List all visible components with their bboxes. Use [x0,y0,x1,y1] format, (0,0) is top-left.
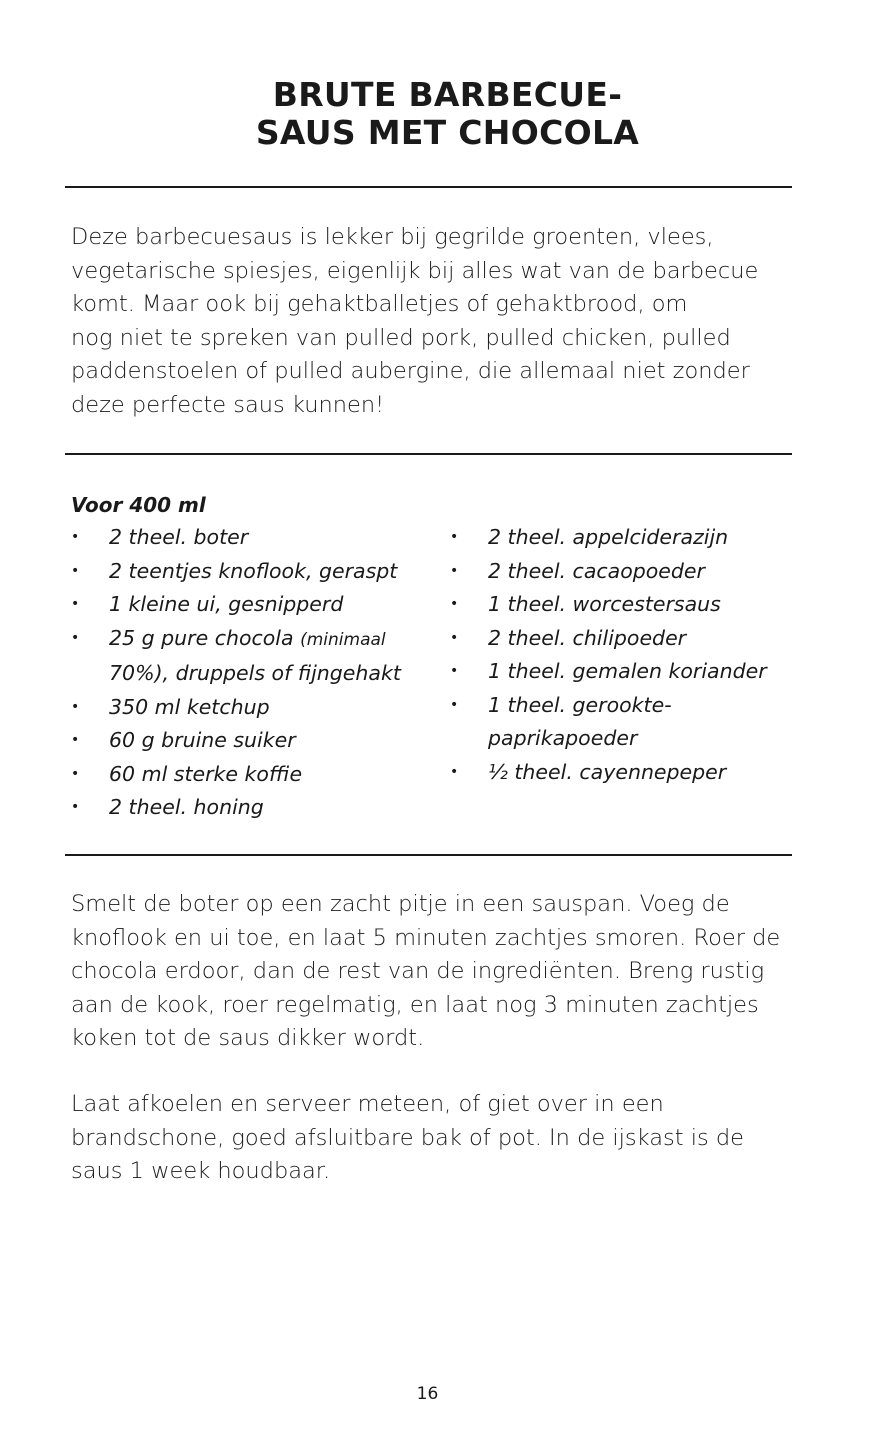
ingredient-text: 25 g pure chocola [109,625,301,650]
method-line: Smelt de boter op een zacht pitje in een sauspan. Voeg de [71,891,730,917]
ingredient-text: 2 theel. chilipoeder [488,625,687,650]
ingredient-list-left [71,521,401,825]
intro-paragraph [71,221,791,422]
divider-top [65,186,792,188]
divider-ingredients-bottom [65,854,792,856]
bullet: • [450,696,459,713]
bullet: • [71,799,80,815]
bullet: • [71,732,80,748]
bullet: • [450,562,459,579]
bullet: • [450,663,459,679]
ingredient-item [71,555,401,589]
ingredient-text: paprikapoeder [488,726,638,750]
intro-line: vegetarische spiesjes, eigenlijk bij alles wat van de barbecue [71,257,759,284]
divider-ingredients-top [65,453,792,455]
ingredient-item [71,691,401,725]
intro-line: komt. Maar ook bij gehaktballetjes of gehaktbrood, om [71,291,688,317]
ingredient-item [71,622,401,658]
ingredient-item [71,724,401,758]
ingredient-text: 60 g bruine suiker [109,728,296,752]
intro-line: nog niet te spreken van pulled pork, pulled chicken, pulled [71,324,731,351]
recipe-title [0,76,895,152]
ingredient-item [71,588,401,622]
method-line: aan de kook, roer regelmatig, en laat nog 3 minuten zachtjes [71,991,759,1018]
bullet: • [450,529,459,545]
ingredient-text: 2 teentjes knoflook, geraspt [109,558,398,583]
yield-label: Voor 400 ml [71,493,206,517]
method-line: saus 1 week houdbaar. [71,1158,331,1184]
ingredient-text: 350 ml ketchup [109,694,270,719]
ingredient-text: 1 theel. worcestersaus [488,592,721,616]
ingredient-note: (minimaal [300,629,386,650]
bullet: • [71,765,80,782]
page-number: 16 [416,1384,439,1404]
ingredient-text: 70%), druppels of fijngehakt [109,661,401,685]
title-line-2: SAUS MET CHOCOLA [255,113,640,152]
bullet: • [71,629,80,646]
method-paragraph-1 [71,888,791,1056]
intro-line: paddenstoelen of pulled aubergine, die allemaal niet zonder [71,358,750,384]
ingredient-text: 1 theel. gemalen koriander [488,659,767,683]
ingredient-item [450,756,767,790]
bullet: • [450,629,459,646]
ingredient-text: 2 theel. appelciderazijn [488,525,729,549]
ingredient-item [450,655,767,689]
bullet: • [450,596,459,612]
ingredient-item [71,521,401,555]
ingredient-text: 2 theel. cacaopoeder [488,558,705,583]
method-paragraph-2 [71,1088,791,1189]
bullet: • [71,562,80,579]
ingredient-item [71,791,401,825]
ingredient-text: 1 kleine ui, gesnipperd [109,592,344,616]
ingredient-item [450,588,767,622]
ingredient-list-right [450,521,767,789]
ingredient-item [450,555,767,589]
method-line: knoflook en ui toe, en laat 5 minuten zachtjes smoren. Roer de [71,924,781,951]
intro-line: deze perfecte saus kunnen! [71,391,385,418]
bullet: • [71,596,80,612]
method-line: Laat afkoelen en serveer meteen, of giet over in een [71,1091,664,1117]
ingredient-text: 60 ml sterke koffie [109,761,303,786]
method-line: brandschone, goed afsluitbare bak of pot. In de ijskast is de [71,1124,744,1151]
bullet: • [71,698,80,715]
ingredient-text: 2 theel. boter [109,525,249,549]
ingredient-item [450,689,767,723]
ingredient-item [450,622,767,656]
title-line-1: BRUTE BARBECUE- [272,75,623,114]
ingredient-item [71,657,401,691]
ingredient-text: 1 theel. gerookte- [488,692,672,717]
ingredient-item [450,722,767,756]
ingredient-item [71,758,401,792]
ingredient-item [450,521,767,555]
ingredient-text: ½ theel. cayennepeper [488,759,727,784]
method-line: koken tot de saus dikker wordt. [71,1025,425,1051]
intro-line: Deze barbecuesaus is lekker bij gegrilde groenten, vlees, [71,224,714,250]
method-line: chocola erdoor, dan de rest van de ingrediënten. Breng rustig [71,958,765,984]
ingredient-text: 2 theel. honing [109,795,264,819]
bullet: • [71,529,80,545]
bullet: • [450,763,459,780]
